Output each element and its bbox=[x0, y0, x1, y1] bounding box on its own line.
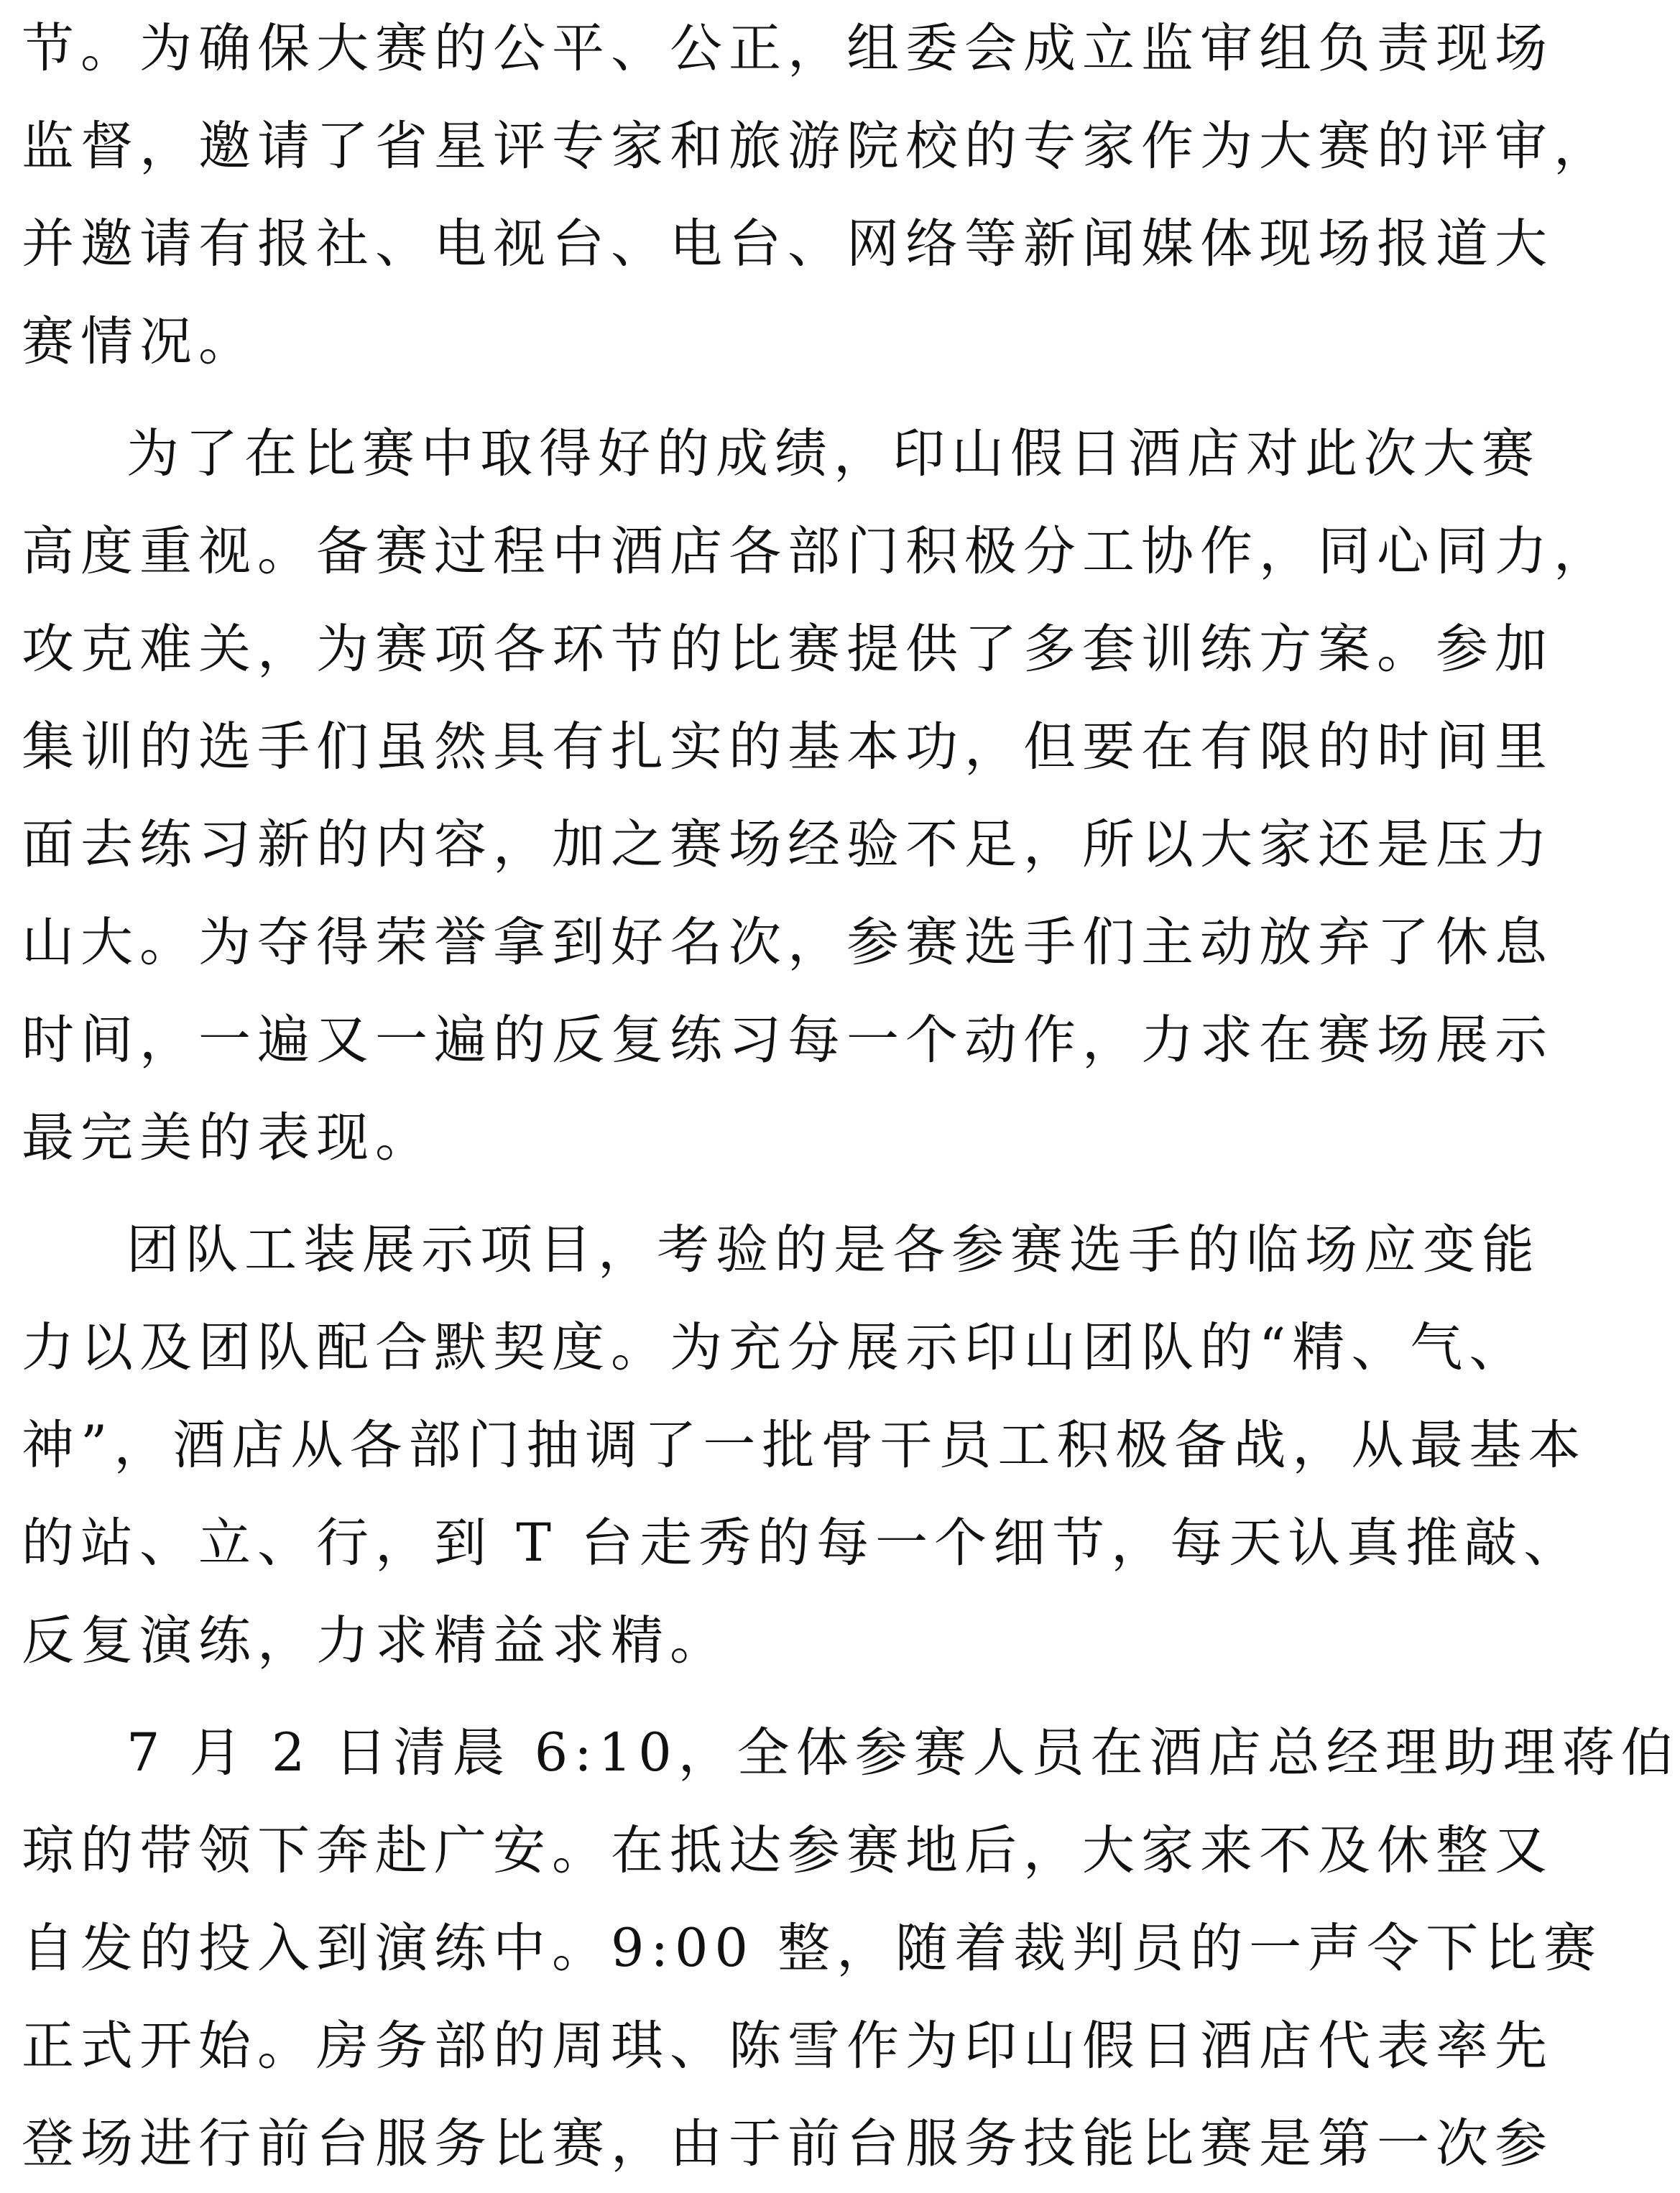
text-line-11: 时间，一遍又一遍的反复练习每一个动作，力求在赛场展示 bbox=[22, 1010, 1554, 1071]
text-line-1: 节。为确保大赛的公平、公正，组委会成立监审组负责现场 bbox=[22, 18, 1554, 79]
text-line-20: 自发的投入到演练中。9:00 整，随着裁判员的一声令下比赛 bbox=[22, 1918, 1603, 1979]
text-line-22: 登场进行前台服务比赛，由于前台服务技能比赛是第一次参 bbox=[22, 2113, 1554, 2174]
document-page bbox=[22, 0, 1680, 2174]
text-line-8: 集训的选手们虽然具有扎实的基本功，但要在有限的时间里 bbox=[22, 716, 1554, 777]
text-line-13: 团队工装展示项目，考验的是各参赛选手的临场应变能 bbox=[126, 1219, 1541, 1280]
text-line-19: 琼的带领下奔赴广安。在抵达参赛地后，大家来不及休整又 bbox=[22, 1820, 1554, 1881]
text-line-2: 监督，邀请了省星评专家和旅游院校的专家作为大赛的评审， bbox=[22, 116, 1612, 177]
text-line-9: 面去练习新的内容，加之赛场经验不足，所以大家还是压力 bbox=[22, 814, 1554, 875]
text-line-6: 高度重视。备赛过程中酒店各部门积极分工协作，同心同力， bbox=[22, 521, 1612, 582]
text-line-15: 神”，酒店从各部门抽调了一批骨干员工积极备战，从最基本 bbox=[22, 1415, 1587, 1476]
text-line-17: 反复演练，力求精益求精。 bbox=[22, 1610, 729, 1671]
text-line-5: 为了在比赛中取得好的成绩，印山假日酒店对此次大赛 bbox=[126, 423, 1541, 484]
text-line-10: 山大。为夺得荣誉拿到好名次，参赛选手们主动放弃了休息 bbox=[22, 912, 1554, 973]
text-line-16: 的站、立、行，到 T 台走秀的每一个细节，每天认真推敲、 bbox=[22, 1513, 1583, 1574]
text-line-12: 最完美的表现。 bbox=[22, 1107, 434, 1168]
text-line-7: 攻克难关，为赛项各环节的比赛提供了多套训练方案。参加 bbox=[22, 619, 1554, 680]
text-line-18: 7 月 2 日清晨 6:10，全体参赛人员在酒店总经理助理蒋伯 bbox=[126, 1722, 1680, 1783]
text-line-4: 赛情况。 bbox=[22, 311, 257, 372]
text-line-14: 力以及团队配合默契度。为充分展示印山团队的“精、气、 bbox=[22, 1317, 1528, 1378]
text-line-3: 并邀请有报社、电视台、电台、网络等新闻媒体现场报道大 bbox=[22, 213, 1554, 274]
text-line-21: 正式开始。房务部的周琪、陈雪作为印山假日酒店代表率先 bbox=[22, 2016, 1554, 2077]
